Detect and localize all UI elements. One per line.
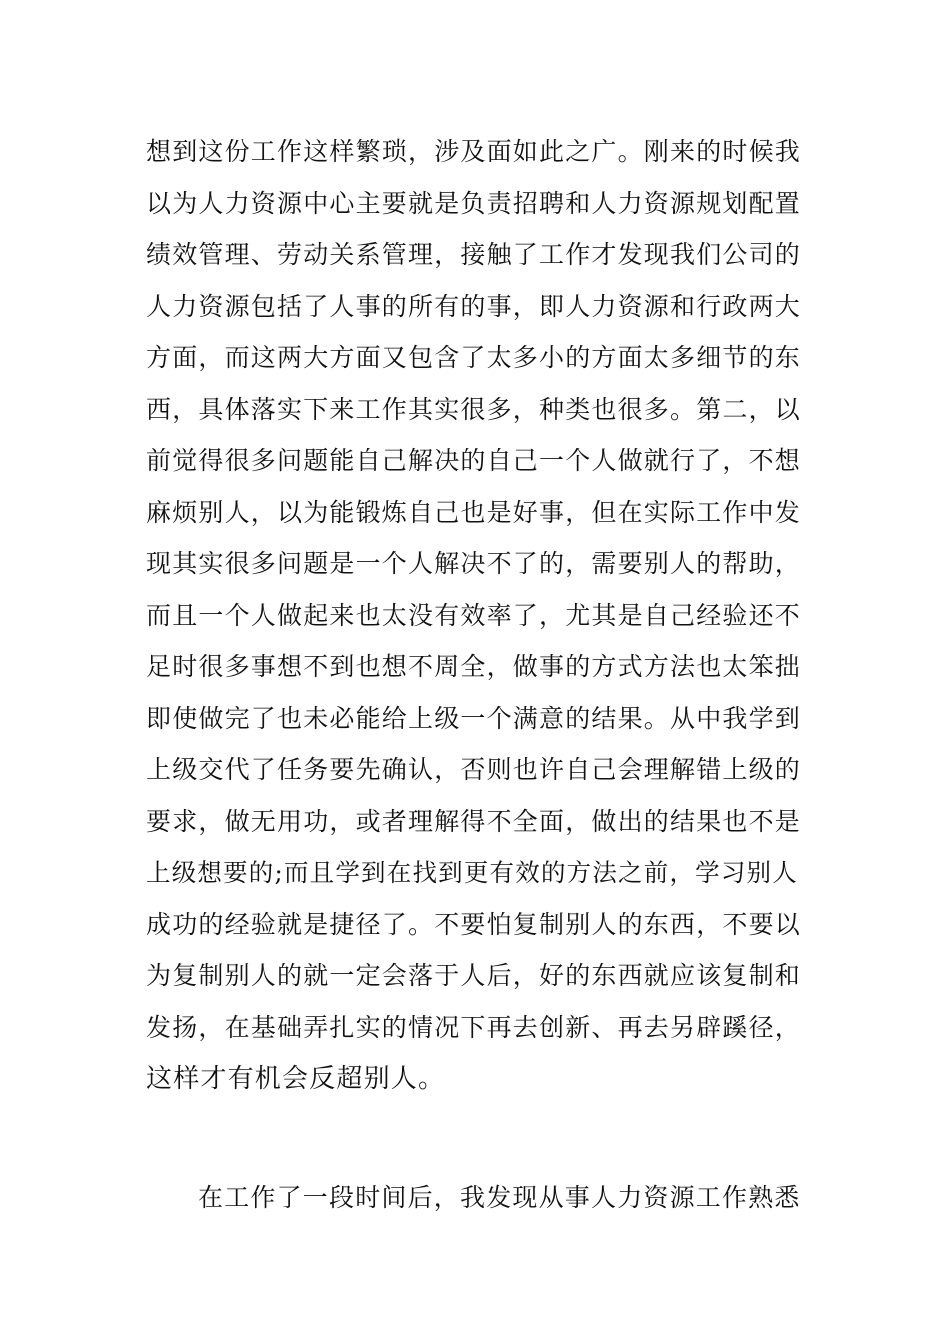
paragraph-line: 麻烦别人，以为能锻炼自己也是好事，但在实际工作中发 (146, 498, 802, 527)
paragraph-line: 绩效管理、劳动关系管理，接触了工作才发现我们公司的 (146, 240, 802, 269)
paragraph-line: 即使做完了也未必能给上级一个满意的结果。从中我学到 (146, 704, 802, 733)
paragraph-line: 而且一个人做起来也太没有效率了，尤其是自己经验还不 (146, 601, 802, 630)
paragraph-line: 成功的经验就是捷径了。不要怕复制别人的东西，不要以 (146, 910, 802, 939)
paragraph-line: 人力资源包括了人事的所有的事，即人力资源和行政两大 (146, 292, 802, 321)
paragraph-line: 上级交代了任务要先确认，否则也许自己会理解错上级的 (146, 755, 802, 784)
paragraph-line: 这样才有机会反超别人。 (146, 1064, 446, 1094)
paragraph-line: 以为人力资源中心主要就是负责招聘和人力资源规划配置 (146, 189, 802, 218)
paragraph-line: 发扬，在基础弄扎实的情况下再去创新、再去另辟蹊径， (146, 1013, 802, 1042)
paragraph-line: 方面，而这两大方面又包含了太多小的方面太多细节的东 (146, 343, 802, 372)
paragraph-line: 想到这份工作这样繁琐，涉及面如此之广。刚来的时候我 (146, 137, 802, 166)
paragraph-line: 足时很多事想不到也想不周全，做事的方式方法也太笨拙 (146, 652, 802, 681)
paragraph-line: 上级想要的;而且学到在找到更有效的方法之前，学习别人 (146, 858, 798, 887)
paragraph-line: 要求，做无用功，或者理解得不全面，做出的结果也不是 (146, 807, 802, 836)
paragraph-line: 现其实很多问题是一个人解决不了的，需要别人的帮助， (146, 549, 802, 578)
paragraph-2-first-line: 在工作了一段时间后，我发现从事人力资源工作熟悉 (198, 1183, 801, 1212)
paragraph-line: 为复制别人的就一定会落于人后，好的东西就应该复制和 (146, 961, 802, 990)
paragraph-line: 前觉得很多问题能自己解决的自己一个人做就行了，不想 (146, 446, 802, 475)
paragraph-line: 西，具体落实下来工作其实很多，种类也很多。第二，以 (146, 395, 802, 424)
